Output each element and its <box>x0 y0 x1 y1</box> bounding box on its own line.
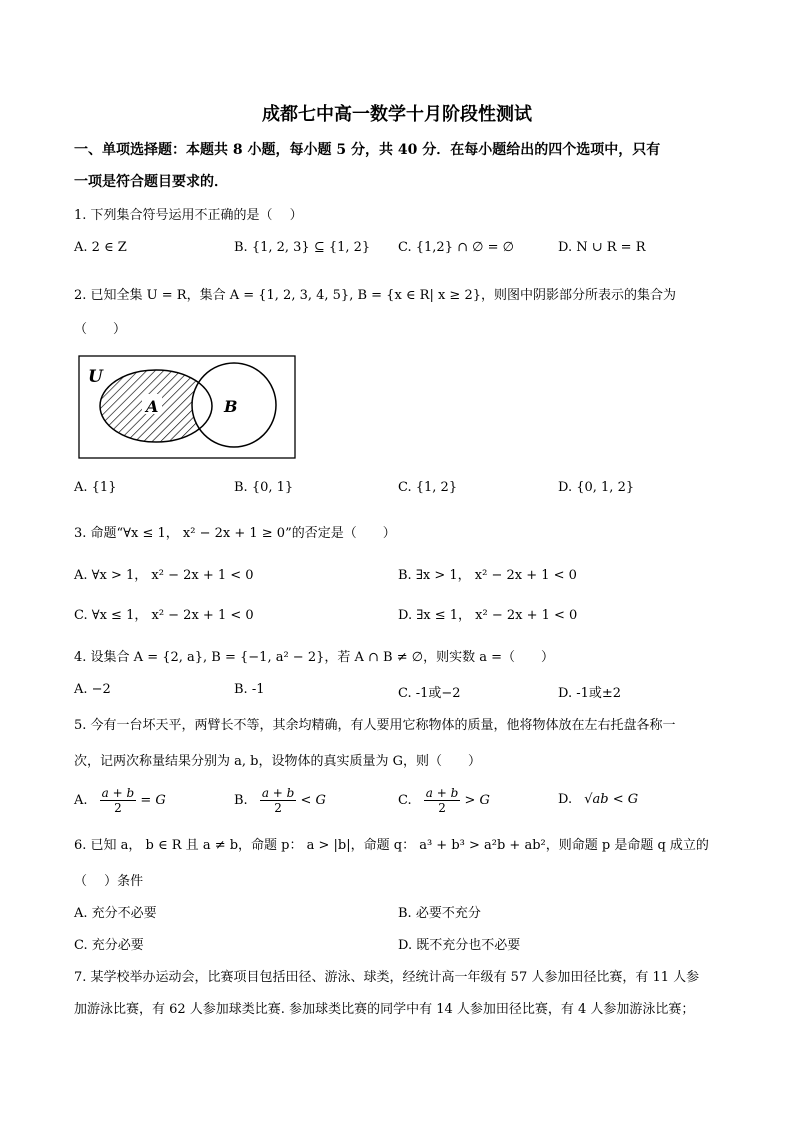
q3-option-b: B. ∃x > 1， x² − 2x + 1 < 0 <box>398 568 577 583</box>
q5-option-c-fraction <box>424 786 461 815</box>
q6-stem-line-2: （ ）条件 <box>74 874 144 889</box>
fraction-denominator: 2 <box>438 801 446 815</box>
q5-option-c <box>398 786 490 815</box>
q5-option-d <box>558 792 638 807</box>
q5-option-a <box>74 786 166 815</box>
q5-option-c-label: C. <box>398 793 412 808</box>
q1-option-c: C. {1,2} ∩ ∅ = ∅ <box>398 240 514 255</box>
q4-option-c: C. -1或−2 <box>398 686 461 701</box>
q5-option-a-relation: = G <box>140 793 166 808</box>
q2-paren: （ ） <box>74 322 127 337</box>
q2-option-c: C. {1, 2} <box>398 480 458 495</box>
q4-option-b: B. -1 <box>234 682 265 697</box>
q5-option-d-label: D. <box>558 792 573 807</box>
q5-option-a-fraction <box>100 786 137 815</box>
fraction-denominator: 2 <box>114 801 122 815</box>
q1-option-d: D. N ∪ R = R <box>558 240 646 255</box>
q5-option-a-label: A. <box>74 793 88 808</box>
q3-stem: 3. 命题“∀x ≤ 1， x² − 2x + 1 ≥ 0”的否定是（ ） <box>74 526 396 541</box>
section-heading-line-2: 一项是符合题目要求的． <box>74 174 228 190</box>
fraction-denominator: 2 <box>274 801 282 815</box>
q6-option-d: D. 既不充分也不必要 <box>398 938 521 953</box>
q6-option-b: B. 必要不充分 <box>398 906 481 921</box>
q3-option-a: A. ∀x > 1， x² − 2x + 1 < 0 <box>74 568 254 583</box>
q1-option-b: B. {1, 2, 3} ⊆ {1, 2} <box>234 240 371 255</box>
q7-stem-line-1: 7. 某学校举办运动会，比赛项目包括田径、游泳、球类，经统计高一年级有 57 人参加田径比赛，有 11 人参 <box>74 970 700 985</box>
q4-option-d: D. -1或±2 <box>558 686 622 701</box>
q7-stem-line-2: 加游泳比赛，有 62 人参加球类比赛. 参加球类比赛的同学中有 14 人参加田径比赛，有 4 人参加游泳比赛； <box>74 1002 695 1017</box>
q2-option-b: B. {0, 1} <box>234 480 294 495</box>
q6-option-c: C. 充分必要 <box>74 938 144 953</box>
q1-stem: 1. 下列集合符号运用不正确的是（ ） <box>74 208 303 223</box>
q5-stem-line-1: 5. 今有一台坏天平，两臂长不等，其余均精确，有人要用它称物体的质量，他将物体放在左右托盘各称一 <box>74 718 676 733</box>
venn-label-b: B <box>224 397 238 416</box>
fraction-numerator: a + b <box>425 786 459 800</box>
fraction-numerator: a + b <box>261 786 295 800</box>
q2-stem: 2. 已知全集 U = R，集合 A = {1, 2, 3, 4, 5}, B = {x ∈ R| x ≥ 2}，则图中阴影部分所表示的集合为 <box>74 288 676 303</box>
venn-label-a: A <box>146 397 159 416</box>
q2-option-a: A. {1} <box>74 480 117 495</box>
q3-option-d: D. ∃x ≤ 1， x² − 2x + 1 < 0 <box>398 608 578 623</box>
fraction-numerator: a + b <box>101 786 135 800</box>
section-heading <box>74 134 724 198</box>
venn-label-u: U <box>88 367 103 387</box>
q2-option-d: D. {0, 1, 2} <box>558 480 635 495</box>
q1-option-a: A. 2 ∈ Z <box>74 240 127 255</box>
q5-option-b-relation: < G <box>300 793 326 808</box>
q4-option-a: A. −2 <box>74 682 111 697</box>
q4-stem: 4. 设集合 A = {2, a}, B = {−1, a² − 2}，若 A ∩ B ≠ ∅，则实数 a =（ ） <box>74 650 554 665</box>
q5-option-b-label: B. <box>234 793 248 808</box>
section-heading-line-1: 一、单项选择题：本题共 8 小题，每小题 5 分，共 40 分．在每小题给出的四个选项中，只有 <box>74 142 661 158</box>
q6-option-a: A. 充分不必要 <box>74 906 157 921</box>
q5-stem-line-2: 次，记两次称量结果分别为 a, b，设物体的真实质量为 G，则（ ） <box>74 754 481 769</box>
q5-option-c-relation: > G <box>464 793 490 808</box>
q5-option-b-fraction <box>260 786 297 815</box>
q3-option-c: C. ∀x ≤ 1， x² − 2x + 1 < 0 <box>74 608 254 623</box>
q6-stem-line-1: 6. 已知 a， b ∈ R 且 a ≠ b，命题 p： a > |b|，命题 q： a³ + b³ > a²b + ab²，则命题 p 是命题 q 成立的 <box>74 838 709 853</box>
page-title: 成都七中高一数学十月阶段性测试 <box>262 104 532 125</box>
q5-option-d-text: √ab < G <box>584 792 639 807</box>
venn-diagram <box>78 354 300 464</box>
q5-option-b <box>234 786 326 815</box>
